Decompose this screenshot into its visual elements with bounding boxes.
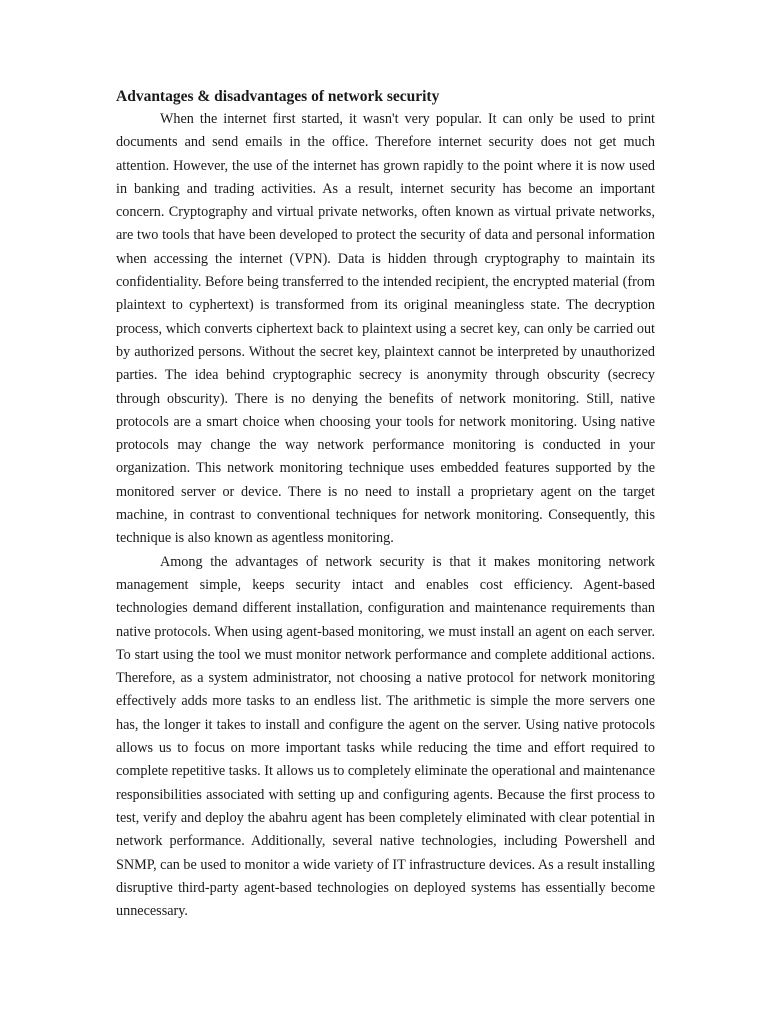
paragraph-introduction: When the internet first started, it wasn't very popular. It can only be used to print documents and send emails in the office. Therefore internet security does not get much attention. However, the use of the internet has grown rapidly to the point where it is now used in banking and trading activities. As a result, internet security has become an important concern. Cryptography and virtual private networks, often known as virtual private networks, are two tools that have been developed to protect the security of data and personal information when accessing the internet (VPN). Data is hidden through cryptography to maintain its confidentiality. Before being transferred to the intended recipient, the encrypted material (from plaintext to cyphertext) is transformed from its original meaningless state. The decryption process, which converts ciphertext back to plaintext using a secret key, can only be carried out by authorized persons. Without the secret key, plaintext cannot be interpreted by unauthorized parties. The idea behind cryptographic secrecy is anonymity through obscurity (secrecy through obscurity). There is no denying the benefits of network monitoring. Still, native protocols are a smart choice when choosing your tools for network monitoring. Using native protocols may change the way network performance monitoring is conducted in your organization. This network monitoring technique uses embedded features supported by the monitored server or device. There is no need to install a proprietary agent on the target machine, in contrast to conventional techniques for network monitoring. Consequently, this technique is also known as agentless monitoring. bbox=[116, 111, 655, 547]
document-heading: Advantages & disadvantages of network security bbox=[116, 88, 440, 105]
paragraph-advantages: Among the advantages of network security is that it makes monitoring network management simple, keeps security intact and enables cost efficiency. Agent-based technologies demand different installation, configuration and maintenance requirements than native protocols. When using agent-based monitoring, we must install an agent on each server. To start using the tool we must monitor network performance and complete additional actions. Therefore, as a system administrator, not choosing a native protocol for network monitoring effectively adds more tasks to an endless list. The arithmetic is simple the more servers one has, the longer it takes to install and configure the agent on the server. Using native protocols allows us to focus on more important tasks while reducing the time and effort required to complete repetitive tasks. It allows us to completely eliminate the operational and maintenance responsibilities associated with setting up and configuring agents. Because the first process to test, verify and deploy the abahru agent has been completely eliminated with clear potential in network performance. Additionally, several native technologies, including Powershell and SNMP, can be used to monitor a wide variety of IT infrastructure devices. As a result installing disruptive third-party agent-based technologies on deployed systems has essentially become unnecessary. bbox=[116, 553, 655, 920]
